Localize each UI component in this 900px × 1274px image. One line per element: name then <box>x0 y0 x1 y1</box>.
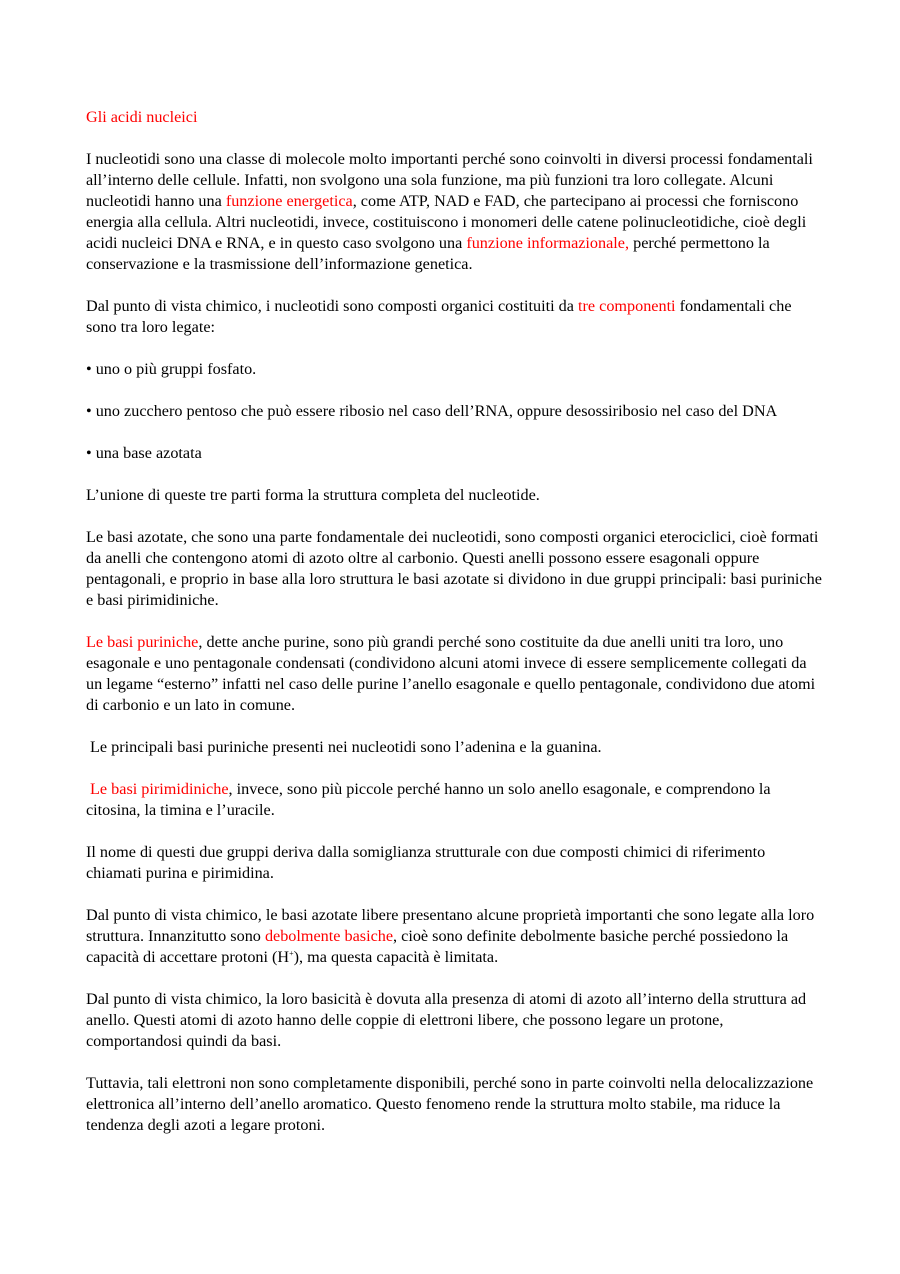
paragraph-text: , invece, sono più piccole perché hanno un solo anello esagonale, e comprendono la citosina, la timina e l’uracile. <box>86 780 775 819</box>
paragraph-basicity: Dal punto di vista chimico, la loro basicità è dovuta alla presenza di atomi di azoto all’interno della struttura ad anello. Questi atomi di azoto hanno delle coppie di elettroni libere, che possono legare un protone, comportandosi quindi da basi. <box>86 990 807 1050</box>
paragraph-union: L’unione di queste tre parti forma la struttura completa del nucleotide. <box>86 486 540 504</box>
paragraph-text: fondamentali che sono tra loro legate: <box>86 297 792 336</box>
highlight-basi-pirimidiniche: Le basi pirimidiniche <box>90 780 229 798</box>
paragraph-text: Dal punto di vista chimico, le basi azotate libere presentano alcune proprietà importanti che sono legate alla loro struttura. Innanzitutto sono <box>86 906 815 945</box>
highlight-basi-puriniche: Le basi puriniche <box>86 633 199 651</box>
paragraph-purines <box>86 632 822 716</box>
highlight-funzione-informazionale: funzione informazionale, <box>466 234 630 252</box>
highlight-debolmente-basiche: debolmente basiche <box>264 927 394 945</box>
paragraph-pyrimidines <box>86 779 822 821</box>
paragraph-nitrogen-bases: Le basi azotate, che sono una parte fondamentale dei nucleotidi, sono composti organici eterociclici, cioè formati da anelli che contengono atomi di azoto oltre al carbonio. Questi anelli possono essere esagonali oppure pentagonali, e proprio in base alla loro struttura le basi azotate si dividono in due gruppi principali: basi puriniche e basi pirimidiniche. <box>86 528 822 609</box>
paragraph-components <box>86 296 822 338</box>
bullet-item-base: • una base azotata <box>86 444 202 462</box>
paragraph-name-origin: Il nome di questi due gruppi deriva dalla somiglianza strutturale con due composti chimici di riferimento chiamati purina e pirimidina. <box>86 843 766 882</box>
highlight-tre-componenti: tre componenti <box>578 297 676 315</box>
paragraph-text: I nucleotidi sono una classe di molecole molto importanti perché sono coinvolti in diversi processi fondamentali all’interno delle cellule. Infatti, non svolgono una sola funzione, ma più funzioni tra loro collegate. Alcuni nucleotidi hanno una <box>86 150 813 210</box>
document-page <box>86 107 822 1157</box>
bullet-item-phosphate: • uno o più gruppi fosfato. <box>86 360 257 378</box>
paragraph-main-purines: Le principali basi puriniche presenti nei nucleotidi sono l’adenina e la guanina. <box>86 738 602 756</box>
paragraph-delocalization: Tuttavia, tali elettroni non sono completamente disponibili, perché sono in parte coinvolti nella delocalizzazione elettronica all’interno dell’anello aromatico. Questo fenomeno rende la struttura molto stabile, ma riduce la tendenza degli azoti a legare protoni. <box>86 1074 814 1134</box>
paragraph-properties <box>86 905 822 968</box>
paragraph-text: , cioè sono definite debolmente basiche perché possiedono la capacità di accettare protoni (H <box>86 927 789 966</box>
paragraph-text: , dette anche purine, sono più grandi perché sono costituite da due anelli uniti tra loro, uno esagonale e uno pentagonale condensati (condividono alcuni atomi invece di essere semplicemente collegati da un legame “esterno” infatti nel caso delle purine l’anello esagonale e quello pentagonale, condividono due atomi di carbonio e un lato in comune. <box>86 633 816 714</box>
paragraph-text: perché permettono la conservazione e la trasmissione dell’informazione genetica. <box>86 234 770 273</box>
paragraph-text: , come ATP, NAD e FAD, che partecipano ai processi che forniscono energia alla cellula. Altri nucleotidi, invece, costituiscono i monomeri delle catene polinucleotidiche, cioè degli acidi nucleici DNA e RNA, e in questo caso svolgono una <box>86 192 807 252</box>
paragraph-text: Dal punto di vista chimico, i nucleotidi sono composti organici costituiti da <box>86 297 579 315</box>
superscript-plus: + <box>289 949 294 958</box>
paragraph-text: ), ma questa capacità è limitata. <box>293 948 499 966</box>
document-title: Gli acidi nucleici <box>86 108 198 126</box>
paragraph-intro <box>86 149 822 275</box>
highlight-funzione-energetica: funzione energetica <box>225 192 353 210</box>
bullet-item-sugar: • uno zucchero pentoso che può essere ribosio nel caso dell’RNA, oppure desossiribosio nel caso del DNA <box>86 402 778 420</box>
